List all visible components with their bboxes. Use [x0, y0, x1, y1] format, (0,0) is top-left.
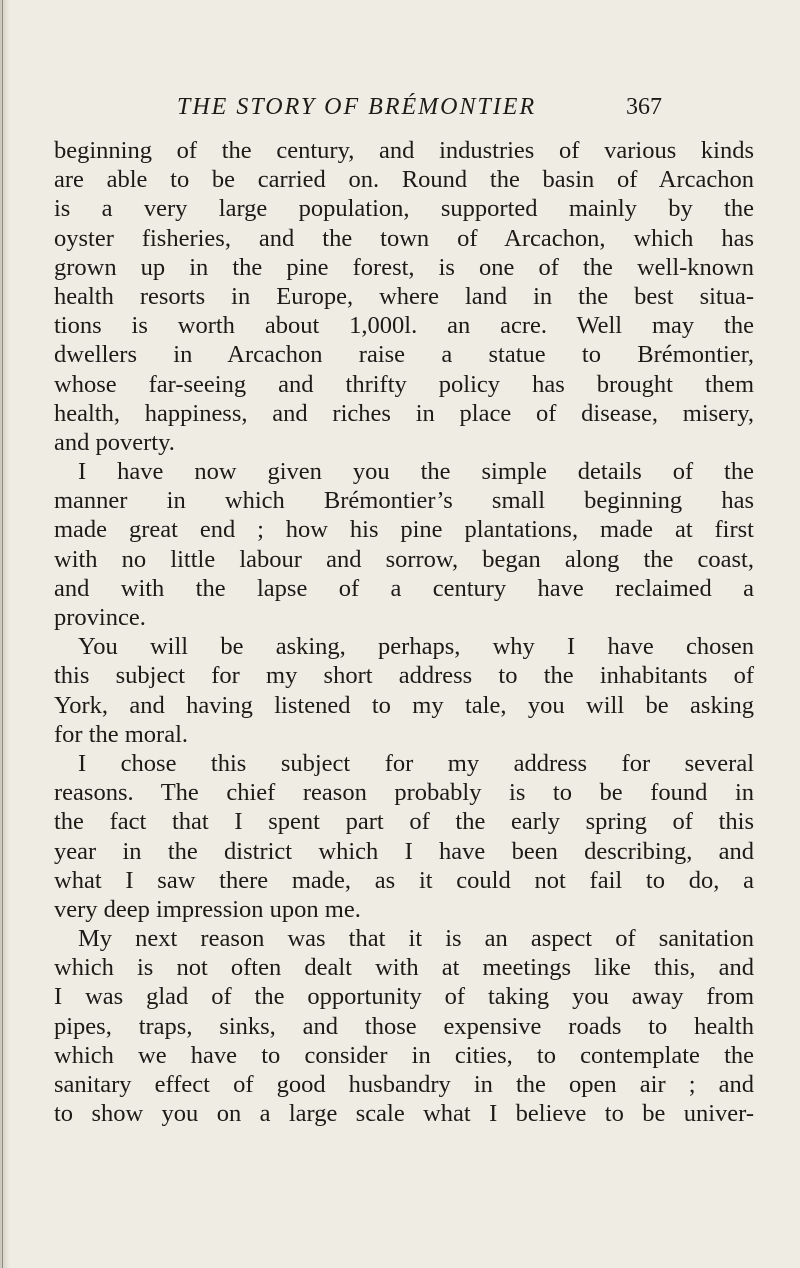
text-line: oyster fisheries, and the town of Arcachon, which has — [54, 224, 754, 252]
text-line: is a very large population, supported mainly by the — [54, 195, 754, 223]
paragraph-5 — [54, 924, 754, 1128]
paragraph-1 — [54, 136, 754, 457]
text-line: which we have to consider in cities, to contemplate the — [54, 1041, 754, 1069]
text-line: very deep impression upon me. — [54, 895, 361, 923]
text-line: and with the lapse of a century have reclaimed a — [54, 574, 754, 602]
text-line: health resorts in Europe, where land in the best situa- — [54, 282, 754, 310]
text-line: province. — [54, 604, 146, 631]
running-title: THE STORY OF BRÉMONTIER — [177, 94, 537, 120]
text-line: pipes, traps, sinks, and those expensive roads to health — [54, 1012, 754, 1040]
text-line: for the moral. — [54, 720, 189, 748]
text-line: whose far-seeing and thrifty policy has brought them — [54, 370, 754, 398]
page-header — [0, 92, 800, 122]
text-line: and poverty. — [54, 428, 175, 456]
text-line: I was glad of the opportunity of taking you away from — [54, 983, 754, 1011]
text-line: which is not often dealt with at meetings like this, and — [54, 954, 754, 982]
text-line: health, happiness, and riches in place of disease, misery, — [54, 399, 754, 427]
text-line: to show you on a large scale what I believe to be univer- — [54, 1100, 754, 1128]
paragraph-3 — [54, 632, 754, 749]
page-edge-line — [2, 0, 3, 1268]
text-line: manner in which Brémontier’s small beginning has — [54, 487, 754, 515]
paragraph-2 — [54, 457, 754, 632]
text-line: tions is worth about 1,000l. an acre. Well may the — [54, 312, 754, 340]
paragraph-4 — [54, 749, 754, 924]
text-line: the fact that I spent part of the early spring of this — [54, 808, 754, 836]
text-line: York, and having listened to my tale, you will be asking — [54, 691, 754, 719]
text-line: My next reason was that it is an aspect of sanitation — [78, 925, 754, 953]
text-line: sanitary effect of good husbandry in the open air ; and — [54, 1071, 754, 1098]
text-line: are able to be carried on. Round the basin of Arcachon — [54, 166, 754, 194]
text-line: made great end ; how his pine plantations, made at first — [54, 516, 754, 544]
text-line: this subject for my short address to the inhabitants of — [54, 662, 754, 690]
text-line: beginning of the century, and industries of various kinds — [54, 137, 754, 164]
text-line: You will be asking, perhaps, why I have chosen — [78, 633, 754, 661]
text-line: dwellers in Arcachon raise a statue to Brémontier, — [54, 341, 754, 369]
text-line: reasons. The chief reason probably is to be found in — [54, 779, 754, 807]
page-number: 367 — [626, 94, 662, 120]
text-line: with no little labour and sorrow, began along the coast, — [54, 545, 754, 573]
text-line: grown up in the pine forest, is one of the well-known — [54, 253, 754, 281]
text-line: I have now given you the simple details of the — [78, 458, 754, 486]
body-text — [54, 136, 754, 1128]
text-line: year in the district which I have been describing, and — [54, 837, 754, 865]
text-line: what I saw there made, as it could not fail to do, a — [54, 866, 754, 894]
text-line: I chose this subject for my address for several — [78, 749, 754, 777]
